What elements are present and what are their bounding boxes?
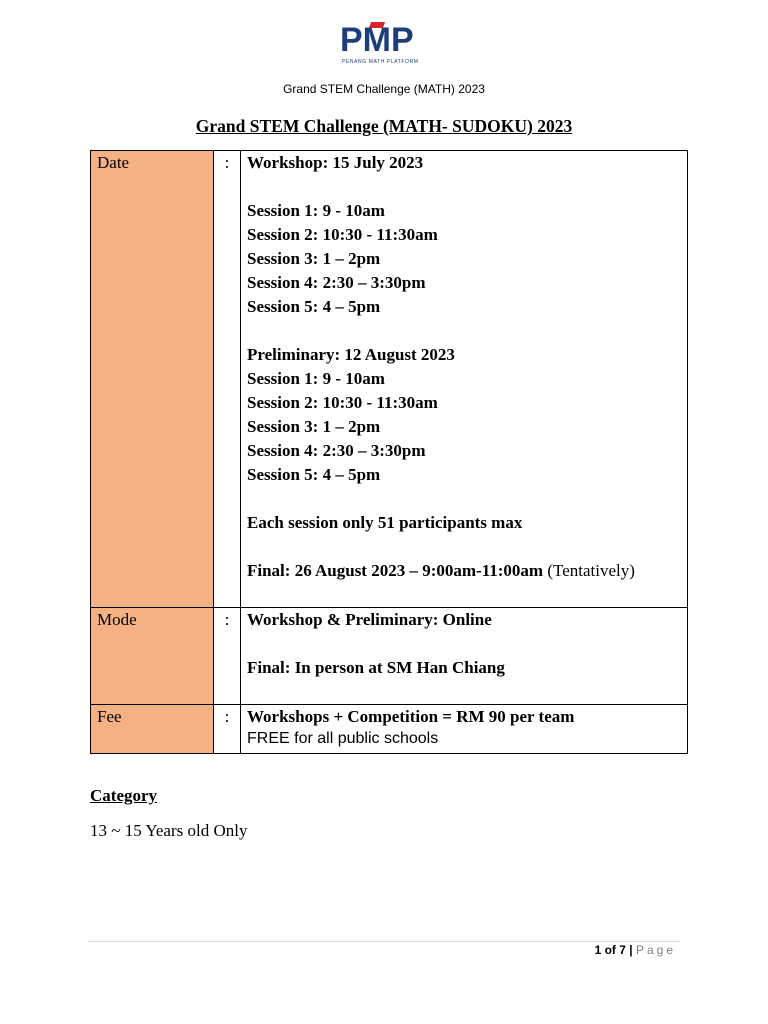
preliminary-session: Session 1: 9 - 10am <box>247 369 385 388</box>
spacer <box>247 535 687 559</box>
workshop-session: Session 2: 10:30 - 11:30am <box>247 225 438 244</box>
preliminary-session: Session 4: 2:30 – 3:30pm <box>247 441 426 460</box>
workshop-session: Session 3: 1 – 2pm <box>247 249 381 268</box>
date-label: Date <box>91 151 214 608</box>
preliminary-session: Session 2: 10:30 - 11:30am <box>247 393 438 412</box>
page-header: Grand STEM Challenge (MATH) 2023 <box>283 82 485 96</box>
final-date-text: Final: 26 August 2023 – 9:00am-11:00am <box>247 561 544 580</box>
mode-value <box>241 608 688 705</box>
page-word: Page <box>635 943 676 957</box>
spacer <box>247 319 687 343</box>
final-date <box>247 559 687 583</box>
date-row <box>91 151 688 608</box>
workshop-session: Session 5: 4 – 5pm <box>247 297 381 316</box>
mode-row <box>91 608 688 705</box>
spacer <box>247 632 687 656</box>
mode-colon: : <box>214 608 241 705</box>
spacer <box>247 175 687 199</box>
date-value <box>241 151 688 608</box>
mode-label: Mode <box>91 608 214 705</box>
footer-divider <box>88 941 680 942</box>
logo-subtitle: PENANG MATH PLATFORM <box>342 59 419 65</box>
fee-line-1: Workshops + Competition = RM 90 per team <box>247 707 575 726</box>
document-title <box>0 116 768 137</box>
category-text: 13 ~ 15 Years old Only <box>90 821 248 840</box>
fee-value <box>241 705 688 754</box>
pmp-logo <box>334 18 434 70</box>
date-colon: : <box>214 151 241 608</box>
fee-colon: : <box>214 705 241 754</box>
max-participants-note: Each session only 51 participants max <box>247 513 523 532</box>
mode-line-2: Final: In person at SM Han Chiang <box>247 658 505 677</box>
fee-label: Fee <box>91 705 214 754</box>
preliminary-session: Session 3: 1 – 2pm <box>247 417 381 436</box>
logo-text: PMP <box>340 21 414 59</box>
footer-separator: | <box>625 943 636 957</box>
spacer <box>247 487 687 511</box>
preliminary-session: Session 5: 4 – 5pm <box>247 465 381 484</box>
document-title-text: Grand STEM Challenge (MATH- SUDOKU) 2023 <box>195 116 573 136</box>
mode-line-1: Workshop & Preliminary: Online <box>247 610 492 629</box>
details-table <box>90 150 688 754</box>
workshop-session: Session 1: 9 - 10am <box>247 201 385 220</box>
workshop-session: Session 4: 2:30 – 3:30pm <box>247 273 426 292</box>
workshop-date: Workshop: 15 July 2023 <box>247 153 424 172</box>
fee-row <box>91 705 688 754</box>
final-note: (Tentatively) <box>547 561 635 580</box>
preliminary-date: Preliminary: 12 August 2023 <box>247 345 455 364</box>
page-number: 1 of 7 <box>594 943 626 957</box>
category-heading: Category <box>90 786 158 805</box>
fee-line-2: FREE for all public schools <box>247 730 439 747</box>
page-footer <box>595 943 676 957</box>
